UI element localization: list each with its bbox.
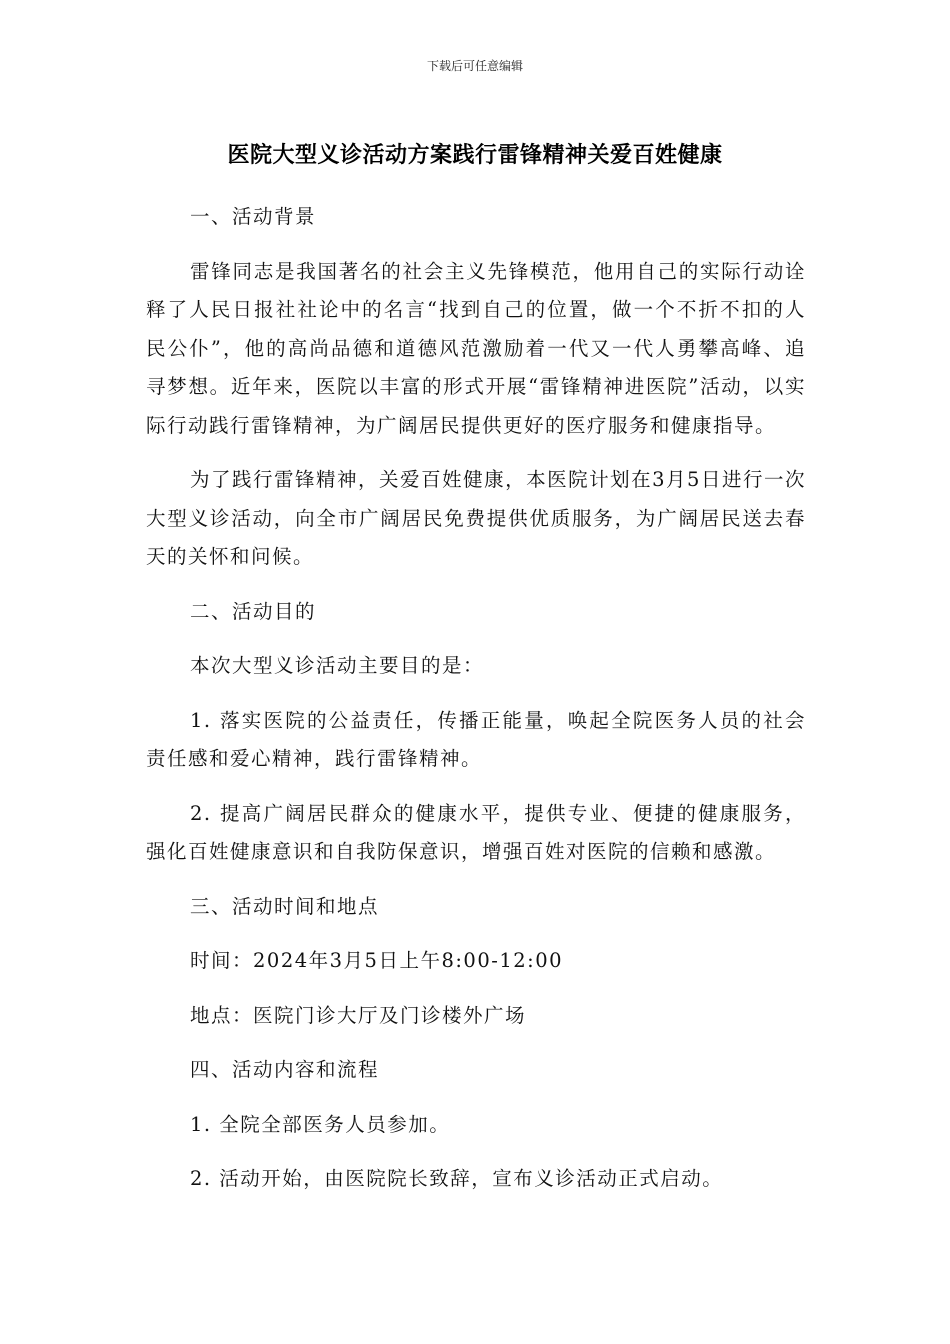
paragraph-time: 时间：2024年3月5日上午8:00-12:00 bbox=[190, 949, 564, 972]
list-item-flow-1: 1. 全院全部医务人员参加。 bbox=[190, 1112, 451, 1136]
list-item-flow-2: 2. 活动开始，由医院院长致辞，宣布义诊活动正式启动。 bbox=[190, 1167, 724, 1190]
section-heading-purpose: 二、活动目的 bbox=[190, 599, 317, 623]
section-heading-time-place: 三、活动时间和地点 bbox=[190, 894, 380, 918]
paragraph-background: 雷锋同志是我国著名的社会主义先锋模范，他用自己的实际行动诠释了人民日报社社论中的名言“找到自己的位置，做一个不折不扣的人民公仆”，他的高尚品德和道德风范激励着一代又一代人勇攀高峰、追寻梦想。近年来，医院以丰富的形式开展“雷锋精神进医院”活动，以实际行动践行雷锋精神，为广阔居民提供更好的医疗服务和健康指导。 bbox=[146, 259, 806, 437]
paragraph-purpose-intro: 本次大型义诊活动主要目的是： bbox=[190, 654, 485, 677]
section-heading-background: 一、活动背景 bbox=[190, 205, 317, 228]
document-title: 医院大型义诊活动方案践行雷锋精神关爱百姓健康 bbox=[227, 143, 723, 168]
list-item-purpose-2: 2. 提高广阔居民群众的健康水平，提供专业、便捷的健康服务，强化百姓健康意识和自我防保意识，增强百姓对医院的信赖和感激。 bbox=[146, 801, 806, 863]
section-heading-content-flow: 四、活动内容和流程 bbox=[190, 1058, 380, 1081]
header-note: 下载后可任意编辑 bbox=[426, 59, 523, 73]
paragraph-plan: 为了践行雷锋精神，关爱百姓健康，本医院计划在3月5日进行一次大型义诊活动，向全市广阔居民免费提供优质服务，为广阔居民送去春天的关怀和问候。 bbox=[146, 468, 806, 568]
paragraph-place: 地点：医院门诊大厅及门诊楼外广场 bbox=[190, 1003, 527, 1027]
document-body bbox=[146, 198, 806, 1215]
list-item-purpose-1: 1. 落实医院的公益责任，传播正能量，唤起全院医务人员的社会责任感和爱心精神，践行雷锋精神。 bbox=[146, 708, 806, 770]
